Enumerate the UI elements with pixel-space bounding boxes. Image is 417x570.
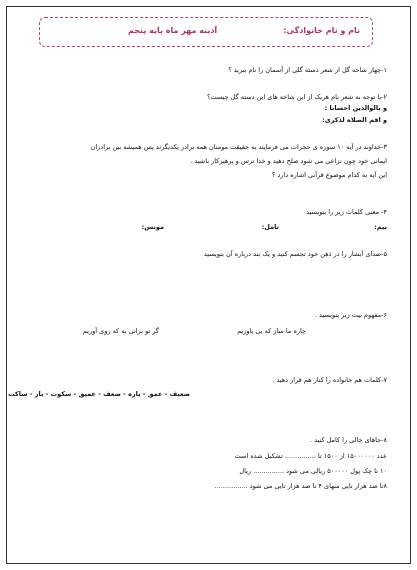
question-2-line-2: و اقم الصلاه لذکری: — [322, 116, 387, 124]
question-5: ۵-صدای آبشار را در ذهن خود تجسم کنید و یک بند درباره آن بنویسید — [203, 250, 387, 258]
question-2-line-1: و بالوالدین احسانا : — [324, 104, 387, 112]
worksheet-title: آدینه مهر ماه پایه پنجم — [128, 26, 218, 35]
verse-right-hemistich: چاره ما ساز که بی یاوریم — [237, 327, 306, 335]
question-6: ۶-مفهوم بیت زیر بنویسید . — [314, 311, 387, 319]
question-2: ۲-با توجه به شعر نام هریک از این شاخه های این دسته گل چیست؟ — [207, 93, 387, 101]
question-3-line-3: این آیه به کدام موضوع قرآنی اشاره دارد ؟ — [271, 171, 387, 179]
word-mones: مونس: — [141, 223, 164, 231]
question-3-line-1: ۳-خداوند در آیه ۱۰ سوره ی حجرات می فرمایند به حقیقت مومنان همه برادر یکدیگرند پس همیشه بین برادران — [90, 143, 387, 151]
word-bim: بیم: — [374, 223, 387, 231]
fill-blank-1: عدد ۱۵۰۰۰۰۰۰ از ۱۵۰۰ تا ............... تشکیل شده است — [234, 452, 387, 460]
word-family-list: ضعیف - عمق - یاره - ضعف - عمیق - سکوت - یار - ساکت — [8, 390, 190, 398]
question-1: ۱-چهار شاخه گل از شعر دسته گلی از آسمان را نام ببرید ؟ — [228, 66, 387, 74]
question-7: ۷-کلمات هم خانواده را کنار هم قرار دهید . — [272, 376, 387, 384]
verse-left-hemistich: گر تو برانی به که روی آوریم — [82, 327, 159, 335]
fill-blank-3: ۸تا صد هزار تایی منهای ۴ تا صد هزار تایی می شود ................ — [214, 482, 387, 490]
question-3-line-2: ایمانی خود چون نزاعی می شود صلح دهید و خدا ترس و پرهیزکار باشید . — [190, 157, 387, 165]
student-name-label: نام و نام خانوادگی: — [283, 26, 360, 35]
fill-blank-2: ۱۰ تا چک پول ۵۰۰۰۰۰ ریالی می شود ............... ریال — [239, 467, 387, 475]
question-8: ۸-جاهای خالی را کامل کنید . — [310, 436, 387, 444]
word-taammol: تامل: — [261, 223, 279, 231]
question-4: ۴- معنی کلمات زیر را بنویسید — [306, 208, 387, 216]
header-box — [39, 17, 373, 47]
worksheet-page — [6, 6, 411, 564]
